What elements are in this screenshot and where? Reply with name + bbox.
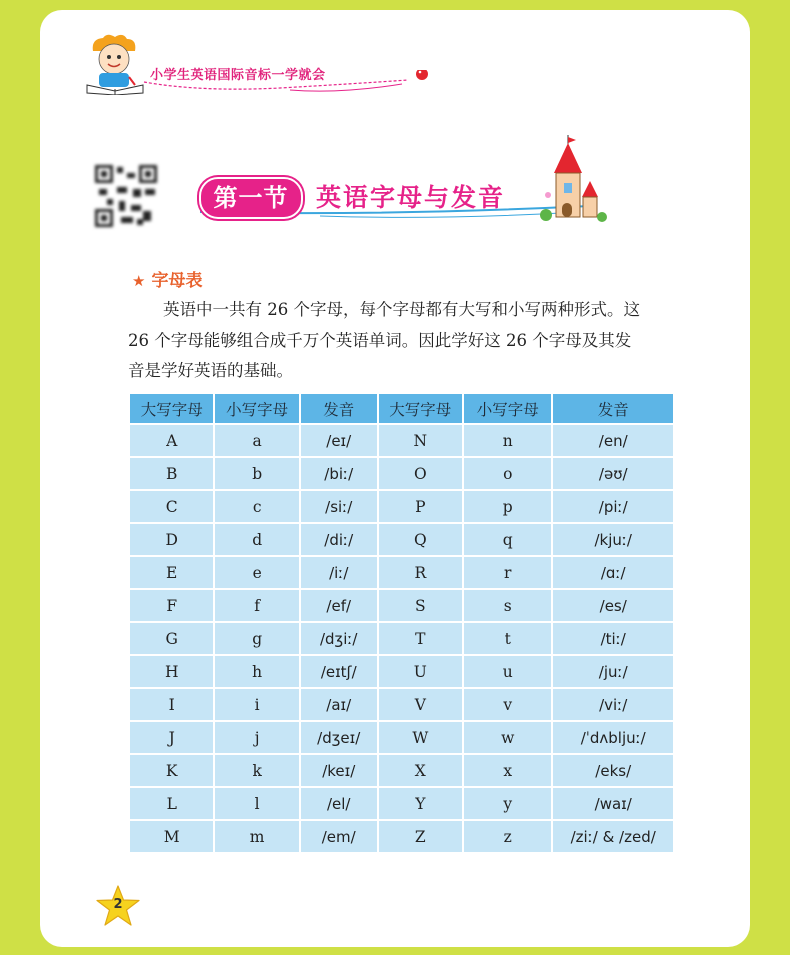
pronunciation-cell: /siː/ (301, 491, 377, 522)
pronunciation-cell: /kjuː/ (553, 524, 673, 555)
lowercase-cell: c (215, 491, 298, 522)
column-header: 发音 (301, 394, 377, 423)
pronunciation-cell: /dʒiː/ (301, 623, 377, 654)
pronunciation-cell: /piː/ (553, 491, 673, 522)
lowercase-cell: w (464, 722, 551, 753)
column-header: 大写字母 (130, 394, 213, 423)
pronunciation-cell: /waɪ/ (553, 788, 673, 819)
pronunciation-cell: /dʒeɪ/ (301, 722, 377, 753)
intro-line-1: 英语中一共有 26 个字母，每个字母都有大写和小写两种形式。这 (163, 300, 640, 319)
pronunciation-cell: /eɪtʃ/ (301, 656, 377, 687)
uppercase-cell: J (130, 722, 213, 753)
pronunciation-cell: /diː/ (301, 524, 377, 555)
uppercase-cell: P (379, 491, 462, 522)
table-row (130, 425, 673, 456)
intro-line-3: 音是学好英语的基础。 (128, 361, 293, 380)
star-icon: ★ (132, 272, 146, 290)
lowercase-cell: x (464, 755, 551, 786)
lowercase-cell: r (464, 557, 551, 588)
uppercase-cell: V (379, 689, 462, 720)
lowercase-cell: n (464, 425, 551, 456)
lowercase-cell: p (464, 491, 551, 522)
pronunciation-cell: /en/ (553, 425, 673, 456)
header-title: 小学生英语国际音标一学就会 (150, 68, 326, 83)
castle-icon (538, 135, 610, 223)
pronunciation-cell: /iː/ (301, 557, 377, 588)
uppercase-cell: D (130, 524, 213, 555)
pronunciation-cell: /ˈdʌbljuː/ (553, 722, 673, 753)
uppercase-cell: U (379, 656, 462, 687)
pronunciation-cell: /juː/ (553, 656, 673, 687)
alphabet-table (128, 392, 675, 854)
intro-line-2: 26 个字母能够组合成千万个英语单词。因此学好这 26 个字母及其发 (128, 330, 632, 350)
uppercase-cell: Z (379, 821, 462, 852)
uppercase-cell: S (379, 590, 462, 621)
column-header: 小写字母 (215, 394, 298, 423)
pronunciation-cell: /ef/ (301, 590, 377, 621)
uppercase-cell: Y (379, 788, 462, 819)
table-row (130, 524, 673, 555)
uppercase-cell: E (130, 557, 213, 588)
lowercase-cell: b (215, 458, 298, 489)
uppercase-cell: I (130, 689, 213, 720)
lowercase-cell: o (464, 458, 551, 489)
subheading-label: 字母表 (151, 271, 203, 291)
table-row (130, 491, 673, 522)
uppercase-cell: H (130, 656, 213, 687)
pronunciation-cell: /ziː/ & /zed/ (553, 821, 673, 852)
column-header: 发音 (553, 394, 673, 423)
uppercase-cell: Q (379, 524, 462, 555)
lowercase-cell: e (215, 557, 298, 588)
uppercase-cell: K (130, 755, 213, 786)
lowercase-cell: k (215, 755, 298, 786)
pronunciation-cell: /tiː/ (553, 623, 673, 654)
uppercase-cell: M (130, 821, 213, 852)
lowercase-cell: g (215, 623, 298, 654)
uppercase-cell: R (379, 557, 462, 588)
lowercase-cell: z (464, 821, 551, 852)
pronunciation-cell: /aɪ/ (301, 689, 377, 720)
intro-paragraph (128, 295, 680, 387)
table-row (130, 755, 673, 786)
section-number-badge: 第一节 (199, 177, 303, 219)
uppercase-cell: A (130, 425, 213, 456)
table-row (130, 656, 673, 687)
lowercase-cell: a (215, 425, 298, 456)
uppercase-cell: B (130, 458, 213, 489)
pronunciation-cell: /el/ (301, 788, 377, 819)
lowercase-cell: j (215, 722, 298, 753)
lowercase-cell: s (464, 590, 551, 621)
lowercase-cell: d (215, 524, 298, 555)
table-header-row (130, 394, 673, 423)
qr-code (93, 163, 159, 229)
uppercase-cell: N (379, 425, 462, 456)
lowercase-cell: u (464, 656, 551, 687)
pronunciation-cell: /əʊ/ (553, 458, 673, 489)
lowercase-cell: f (215, 590, 298, 621)
column-header: 小写字母 (464, 394, 551, 423)
subheading (132, 266, 202, 291)
lowercase-cell: q (464, 524, 551, 555)
table-body (130, 425, 673, 852)
uppercase-cell: O (379, 458, 462, 489)
lowercase-cell: m (215, 821, 298, 852)
pronunciation-cell: /eks/ (553, 755, 673, 786)
lowercase-cell: y (464, 788, 551, 819)
kid-reading-illustration (85, 33, 145, 95)
table-row (130, 623, 673, 654)
uppercase-cell: F (130, 590, 213, 621)
pronunciation-cell: /em/ (301, 821, 377, 852)
table-row (130, 821, 673, 852)
uppercase-cell: X (379, 755, 462, 786)
column-header: 大写字母 (379, 394, 462, 423)
lowercase-cell: v (464, 689, 551, 720)
lowercase-cell: l (215, 788, 298, 819)
uppercase-cell: T (379, 623, 462, 654)
lowercase-cell: i (215, 689, 298, 720)
table-row (130, 557, 673, 588)
table-row (130, 458, 673, 489)
uppercase-cell: G (130, 623, 213, 654)
page-number: 2 (113, 897, 123, 912)
lowercase-cell: t (464, 623, 551, 654)
uppercase-cell: W (379, 722, 462, 753)
pronunciation-cell: /ɑː/ (553, 557, 673, 588)
section-title: 英语字母与发音 (316, 183, 506, 212)
uppercase-cell: L (130, 788, 213, 819)
table-row (130, 722, 673, 753)
pronunciation-cell: /biː/ (301, 458, 377, 489)
uppercase-cell: C (130, 491, 213, 522)
lowercase-cell: h (215, 656, 298, 687)
pronunciation-cell: /es/ (553, 590, 673, 621)
pronunciation-cell: /keɪ/ (301, 755, 377, 786)
table-row (130, 590, 673, 621)
pronunciation-cell: /eɪ/ (301, 425, 377, 456)
pronunciation-cell: /viː/ (553, 689, 673, 720)
table-row (130, 689, 673, 720)
table-row (130, 788, 673, 819)
